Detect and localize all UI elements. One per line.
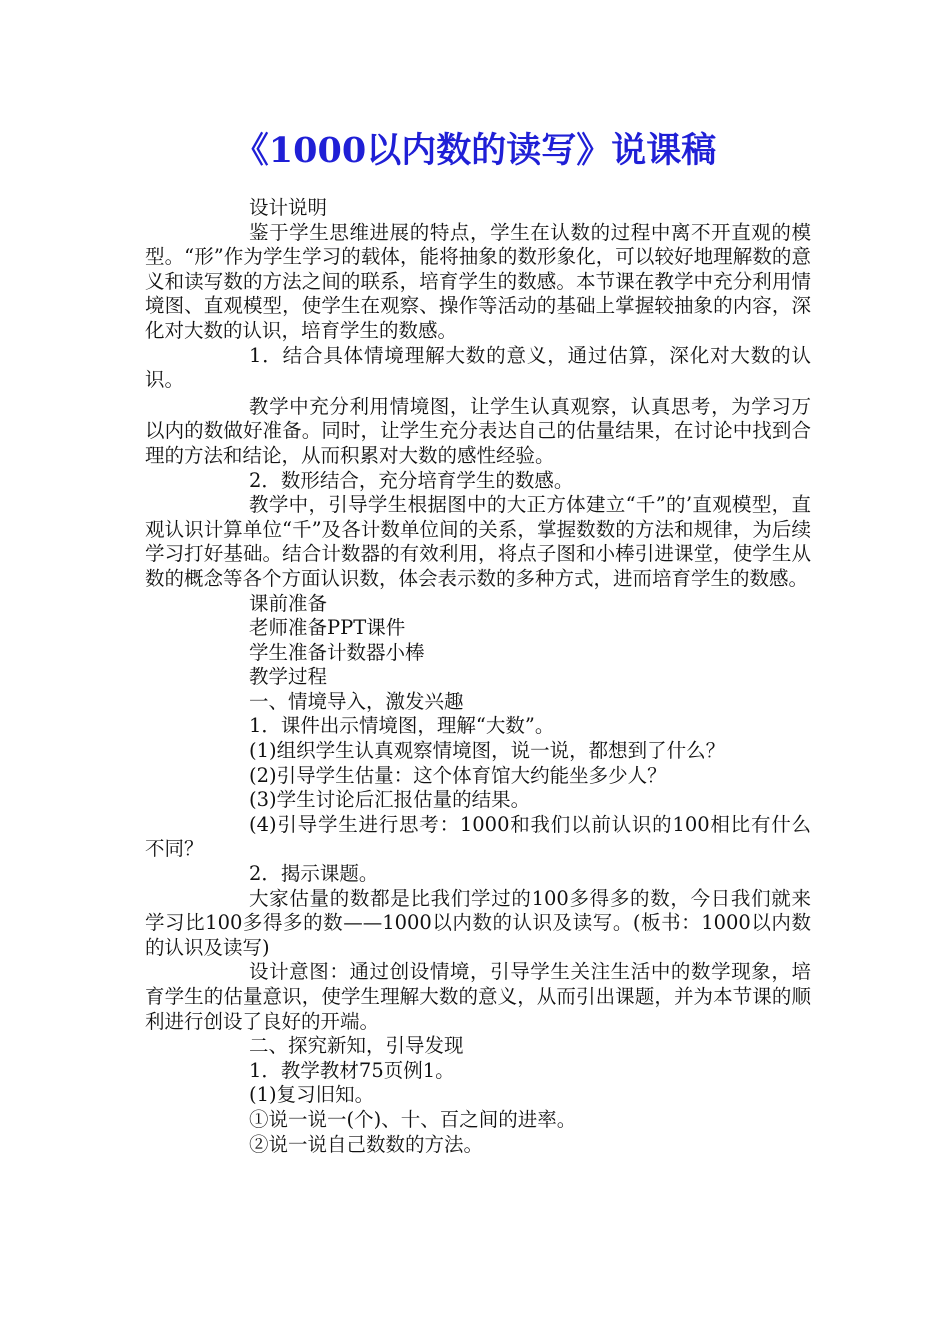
paragraph-student-prep: 学生准备计数器小棒 [249, 640, 425, 664]
paragraph-point-2-detail: 教学中，引导学生根据图中的大正方体建立“千”的’直观模型，直观认识计算单位“千”及各计数单位间的关系，掌握数数的方法和规律，为后续学习打好基础。结合计数器的有效利用，将点子图和小棒引进课堂，使学生从数的概念等各个方面认识数，体会表示数的多种方式，进而培育学生的数感。 [145, 493, 811, 590]
paragraph-section-2: 二、探究新知，引导发现 [249, 1034, 464, 1058]
paragraph-review-2: ②说一说自己数数的方法。 [249, 1132, 484, 1156]
paragraph-point-1: 1．结合具体情境理解大数的意义，通过估算，深化对大数的认识。 [145, 343, 811, 392]
paragraph-process-heading: 教学过程 [249, 665, 328, 689]
paragraph-design-intent: 设计意图：通过创设情境，引导学生关注生活中的数学现象，培育学生的估量意识，使学生理解大数的意义，从而引出课题，并为本节课的顺利进行创设了良好的开端。 [145, 960, 811, 1033]
paragraph-step-1-3: (3)学生讨论后汇报估量的结果。 [249, 788, 531, 812]
paragraph-teacher-prep: 老师准备PPT课件 [249, 616, 406, 640]
paragraph-preparation-heading: 课前准备 [249, 591, 328, 615]
paragraph-step-2: 2．揭示课题。 [249, 862, 379, 886]
paragraph-design-heading: 设计说明 [249, 196, 328, 219]
paragraph-step-1-4: (4)引导学生进行思考：1000和我们以前认识的100相比有什么不同？ [145, 812, 811, 861]
paragraph-example-1: 1．教学教材75页例1。 [249, 1058, 455, 1082]
paragraph-point-1-detail: 教学中充分利用情境图，让学生认真观察，认真思考，为学习万以内的数做好准备。同时，让学生充分表达自己的估量结果，在讨论中找到合理的方法和结论，从而积累对大数的感性经验。 [145, 394, 811, 467]
paragraph-step-1: 1．课件出示情境图，理解“大数”。 [249, 714, 555, 738]
document-body [145, 196, 811, 1157]
paragraph-step-2-detail: 大家估量的数都是比我们学过的100多得多的数，今日我们就来学习比100多得多的数——1000以内数的认识及读写。(板书：1000以内数的认识及读写) [145, 886, 811, 959]
paragraph-step-1-1: (1)组织学生认真观察情境图，说一说，都想到了什么？ [249, 739, 726, 763]
paragraph-point-2: 2．数形结合，充分培育学生的数感。 [249, 468, 574, 492]
paragraph-section-1: 一、情境导入，激发兴趣 [249, 689, 464, 713]
document-title: 《1000以内数的读写》说课稿 [233, 130, 717, 171]
paragraph-review-1: ①说一说一(个)、十、百之间的进率。 [249, 1107, 577, 1131]
paragraph-design-intro: 鉴于学生思维进展的特点，学生在认数的过程中离不开直观的模型。“形”作为学生学习的载体，能将抽象的数形象化，可以较好地理解数的意义和读写数的方法之间的联系，培育学生的数感。本节课在教学中充分利用情境图、直观模型，使学生在观察、操作等活动的基础上掌握较抽象的内容，深化对大数的认识，培育学生的数感。 [145, 220, 811, 342]
paragraph-step-1-2: (2)引导学生估量：这个体育馆大约能坐多少人？ [249, 763, 667, 787]
paragraph-review: (1)复习旧知。 [249, 1083, 375, 1107]
